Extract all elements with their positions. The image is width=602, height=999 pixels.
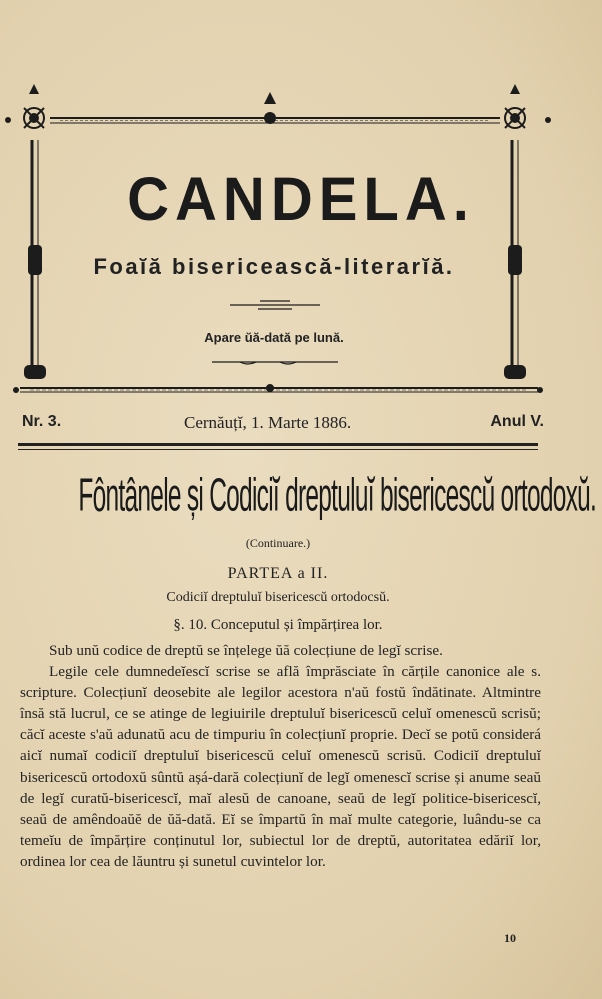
issue-year: Anul V. bbox=[490, 413, 544, 430]
continuation-note: (Continuare.) bbox=[245, 536, 311, 550]
issue-place-date: Cernăuțĭ, 1. Marte 1886. bbox=[184, 413, 352, 432]
paragraph: Legile cele dumnedeĭescĭ scrise se află împrăsciate în cărțile canonice ale s. scripture. Colecțiunĭ deosebite ale legilor acestora n'aŭ fostŭ îndătinate. Altmintre însă stă lucrul, ce se atinge de legiuirile dreptuluĭ bisericescŭ celuĭ omenescŭ scrisŭ; căcĭ aceste s'aŭ adunatŭ acu de timpuriu în colecțiunĭ proprie. Decĭ se potŭ considerá aicĭ numaĭ codiciĭ dreptuluĭ bisericescŭ celuĭ omenescŭ scrisŭ. Codiciĭ dreptuluĭ bisericescŭ ortodoxŭ sûntŭ așá-dară colecțiunĭ de legĭ omenescĭ scrise și anume seaŭ de legĭ curatŭ-bisericescĭ, maĭ alesŭ de canoane, seaŭ de legĭ politice-bisericescĭ, seaŭ de amêndoaŭĕ de ŭă-dată. Eĭ se împartŭ în maĭ multe categorie, luându-se ca temeĭu de împărțire conținutul lor, subiectul lor de dreptŭ, autoritatea edăriĭ lor, ordinea lor cea de lăuntru și sunetul cuvintelor lor. bbox=[20, 663, 541, 870]
divider-thick bbox=[18, 443, 538, 446]
part-subheading: Codiciĭ dreptuluĭ bisericescŭ ortodocsŭ. bbox=[166, 590, 390, 605]
masthead-subtitle: Foaĭă bisericească-literarĭă. bbox=[93, 254, 455, 279]
page-number: 10 bbox=[504, 931, 516, 945]
part-heading: PARTEA a II. bbox=[227, 565, 329, 582]
issue-number: Nr. 3. bbox=[22, 413, 62, 430]
article-title: Fôntânele și Codiciĭ dreptuluĭ bisericescŭ ortodoxŭ. bbox=[78, 470, 597, 522]
decorative-frame bbox=[0, 70, 602, 400]
issue-info-row bbox=[22, 413, 544, 437]
article-body bbox=[20, 640, 541, 872]
publication-frequency: Apare ŭă-dată pe lună. bbox=[204, 330, 344, 345]
section-heading: §. 10. Conceputul și împărțirea lor. bbox=[173, 617, 383, 633]
paragraph: Sub unŭ codice de dreptŭ se înțelege ŭă colecțiune de legĭ scrise. bbox=[49, 642, 443, 659]
divider-thin bbox=[18, 449, 538, 450]
masthead-title: CANDELA. bbox=[127, 165, 475, 234]
